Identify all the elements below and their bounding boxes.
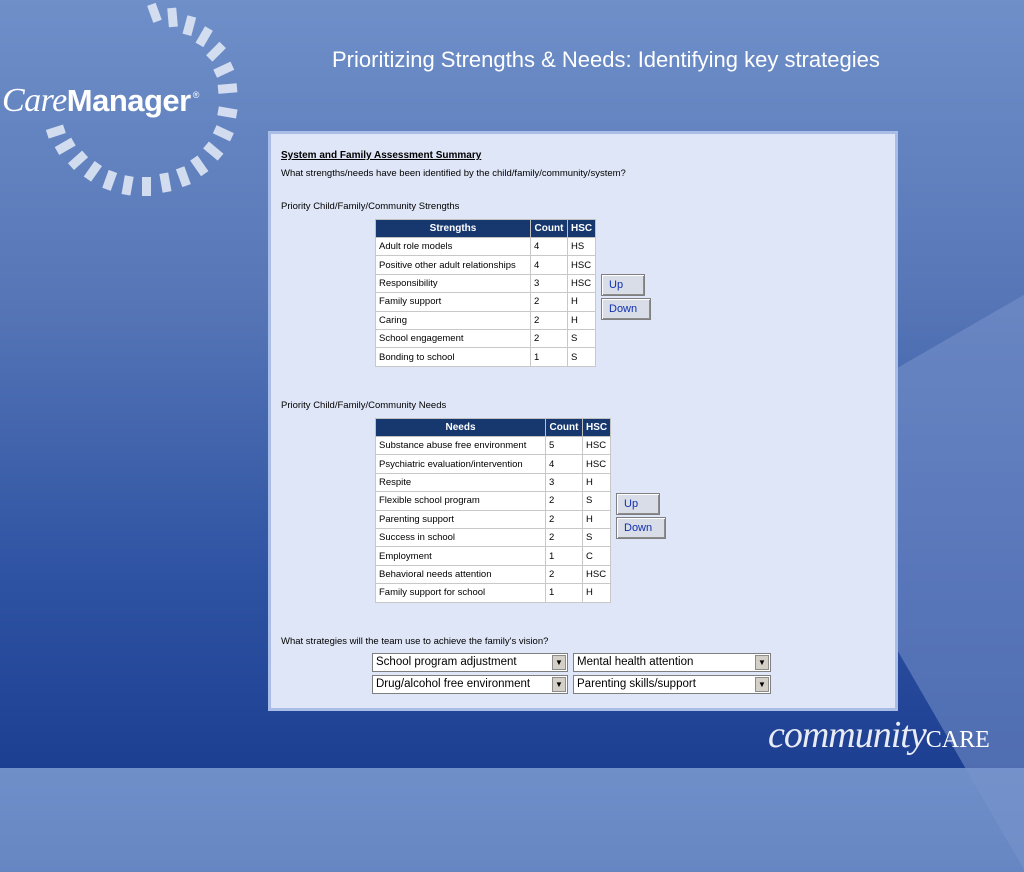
strengths-header-row xyxy=(376,220,596,238)
section-title: System and Family Assessment Summary xyxy=(281,150,482,161)
table-row[interactable] xyxy=(376,348,596,366)
hsc-cell: H xyxy=(583,510,611,528)
strategy-select-4-value: Parenting skills/support xyxy=(577,678,696,690)
hsc-cell: S xyxy=(583,528,611,546)
hsc-cell: HSC xyxy=(583,437,611,455)
strategy-select-3-value: Drug/alcohol free environment xyxy=(376,678,531,690)
hsc-cell: S xyxy=(568,348,596,366)
chevron-down-icon[interactable]: ▼ xyxy=(755,655,769,670)
strength-name-cell: Positive other adult relationships xyxy=(376,256,531,274)
strength-name-cell: Caring xyxy=(376,311,531,329)
hsc-cell: H xyxy=(583,584,611,602)
slide-title: Prioritizing Strengths & Needs: Identifying key strategies xyxy=(332,47,880,72)
strengths-col-header[interactable]: Strengths xyxy=(376,220,531,238)
count-cell: 1 xyxy=(546,584,583,602)
strategy-select-1[interactable] xyxy=(372,653,568,672)
count-cell: 5 xyxy=(546,437,583,455)
table-row[interactable] xyxy=(376,238,596,256)
chevron-down-icon[interactable]: ▼ xyxy=(755,677,769,692)
hsc-cell: HSC xyxy=(583,455,611,473)
assessment-panel xyxy=(268,131,898,711)
strategy-select-3[interactable] xyxy=(372,675,568,694)
count-col-header[interactable]: Count xyxy=(531,220,568,238)
count-cell: 4 xyxy=(531,256,568,274)
count-cell: 1 xyxy=(531,348,568,366)
strength-name-cell: Responsibility xyxy=(376,274,531,292)
count-cell: 3 xyxy=(546,473,583,491)
table-row[interactable] xyxy=(376,584,611,602)
chevron-down-icon[interactable]: ▼ xyxy=(552,677,566,692)
community-wordmark: community xyxy=(768,714,926,756)
hsc-cell: HSC xyxy=(568,274,596,292)
needs-up-button[interactable]: Up xyxy=(616,493,660,515)
count-cell: 2 xyxy=(531,329,568,347)
needs-table xyxy=(375,418,611,603)
strategy-select-1-value: School program adjustment xyxy=(376,656,517,668)
table-row[interactable] xyxy=(376,565,611,583)
strategy-select-2[interactable] xyxy=(573,653,771,672)
assessment-question: What strengths/needs have been identified by the child/family/community/system? xyxy=(281,168,626,179)
strengths-label: Priority Child/Family/Community Strengths xyxy=(281,201,460,212)
count-cell: 1 xyxy=(546,547,583,565)
count-cell: 2 xyxy=(531,293,568,311)
need-name-cell: Employment xyxy=(376,547,546,565)
strengths-table xyxy=(375,219,596,367)
table-row[interactable] xyxy=(376,473,611,491)
hsc-cell: C xyxy=(583,547,611,565)
table-row[interactable] xyxy=(376,510,611,528)
hsc-cell: HS xyxy=(568,238,596,256)
need-name-cell: Family support for school xyxy=(376,584,546,602)
strength-name-cell: Adult role models xyxy=(376,238,531,256)
need-name-cell: Flexible school program xyxy=(376,492,546,510)
chevron-down-icon[interactable]: ▼ xyxy=(552,655,566,670)
count-cell: 4 xyxy=(531,238,568,256)
table-row[interactable] xyxy=(376,547,611,565)
strength-name-cell: Family support xyxy=(376,293,531,311)
need-name-cell: Respite xyxy=(376,473,546,491)
need-name-cell: Behavioral needs attention xyxy=(376,565,546,583)
count-cell: 3 xyxy=(531,274,568,292)
needs-label: Priority Child/Family/Community Needs xyxy=(281,400,447,411)
table-row[interactable] xyxy=(376,437,611,455)
table-row[interactable] xyxy=(376,492,611,510)
count-cell: 2 xyxy=(546,492,583,510)
need-name-cell: Success in school xyxy=(376,528,546,546)
table-row[interactable] xyxy=(376,455,611,473)
table-row[interactable] xyxy=(376,329,596,347)
hsc-cell: S xyxy=(583,492,611,510)
logo-care: Care xyxy=(2,82,67,119)
count-cell: 2 xyxy=(546,510,583,528)
table-row[interactable] xyxy=(376,311,596,329)
table-row[interactable] xyxy=(376,528,611,546)
count-cell: 2 xyxy=(546,528,583,546)
strategy-select-2-value: Mental health attention xyxy=(577,656,694,668)
hsc-cell: H xyxy=(568,311,596,329)
needs-down-button[interactable]: Down xyxy=(616,517,666,539)
need-name-cell: Parenting support xyxy=(376,510,546,528)
count-cell: 4 xyxy=(546,455,583,473)
hsc-cell: S xyxy=(568,329,596,347)
needs-header-row xyxy=(376,419,611,437)
community-care-logo xyxy=(768,713,990,757)
count-cell: 2 xyxy=(531,311,568,329)
need-name-cell: Psychiatric evaluation/intervention xyxy=(376,455,546,473)
care-wordmark: CARE xyxy=(925,727,990,753)
logo-manager: Manager xyxy=(66,83,191,118)
hsc-cell: H xyxy=(583,473,611,491)
strategies-question: What strategies will the team use to achieve the family's vision? xyxy=(281,636,549,647)
hsc-cell: HSC xyxy=(568,256,596,274)
strength-name-cell: Bonding to school xyxy=(376,348,531,366)
needs-col-header[interactable]: Needs xyxy=(376,419,546,437)
hsc-cell: HSC xyxy=(583,565,611,583)
count-cell: 2 xyxy=(546,565,583,583)
table-row[interactable] xyxy=(376,256,596,274)
hsc-col-header[interactable]: HSC xyxy=(568,220,596,238)
strengths-up-button[interactable]: Up xyxy=(601,274,645,296)
strategy-select-4[interactable] xyxy=(573,675,771,694)
hsc-col-header[interactable]: HSC xyxy=(583,419,611,437)
count-col-header[interactable]: Count xyxy=(546,419,583,437)
logo-registered-mark: ® xyxy=(192,90,199,100)
caremanager-logo xyxy=(0,0,250,210)
logo-wordmark xyxy=(2,82,199,120)
need-name-cell: Substance abuse free environment xyxy=(376,437,546,455)
table-row[interactable] xyxy=(376,293,596,311)
table-row[interactable] xyxy=(376,274,596,292)
strengths-down-button[interactable]: Down xyxy=(601,298,651,320)
hsc-cell: H xyxy=(568,293,596,311)
strength-name-cell: School engagement xyxy=(376,329,531,347)
